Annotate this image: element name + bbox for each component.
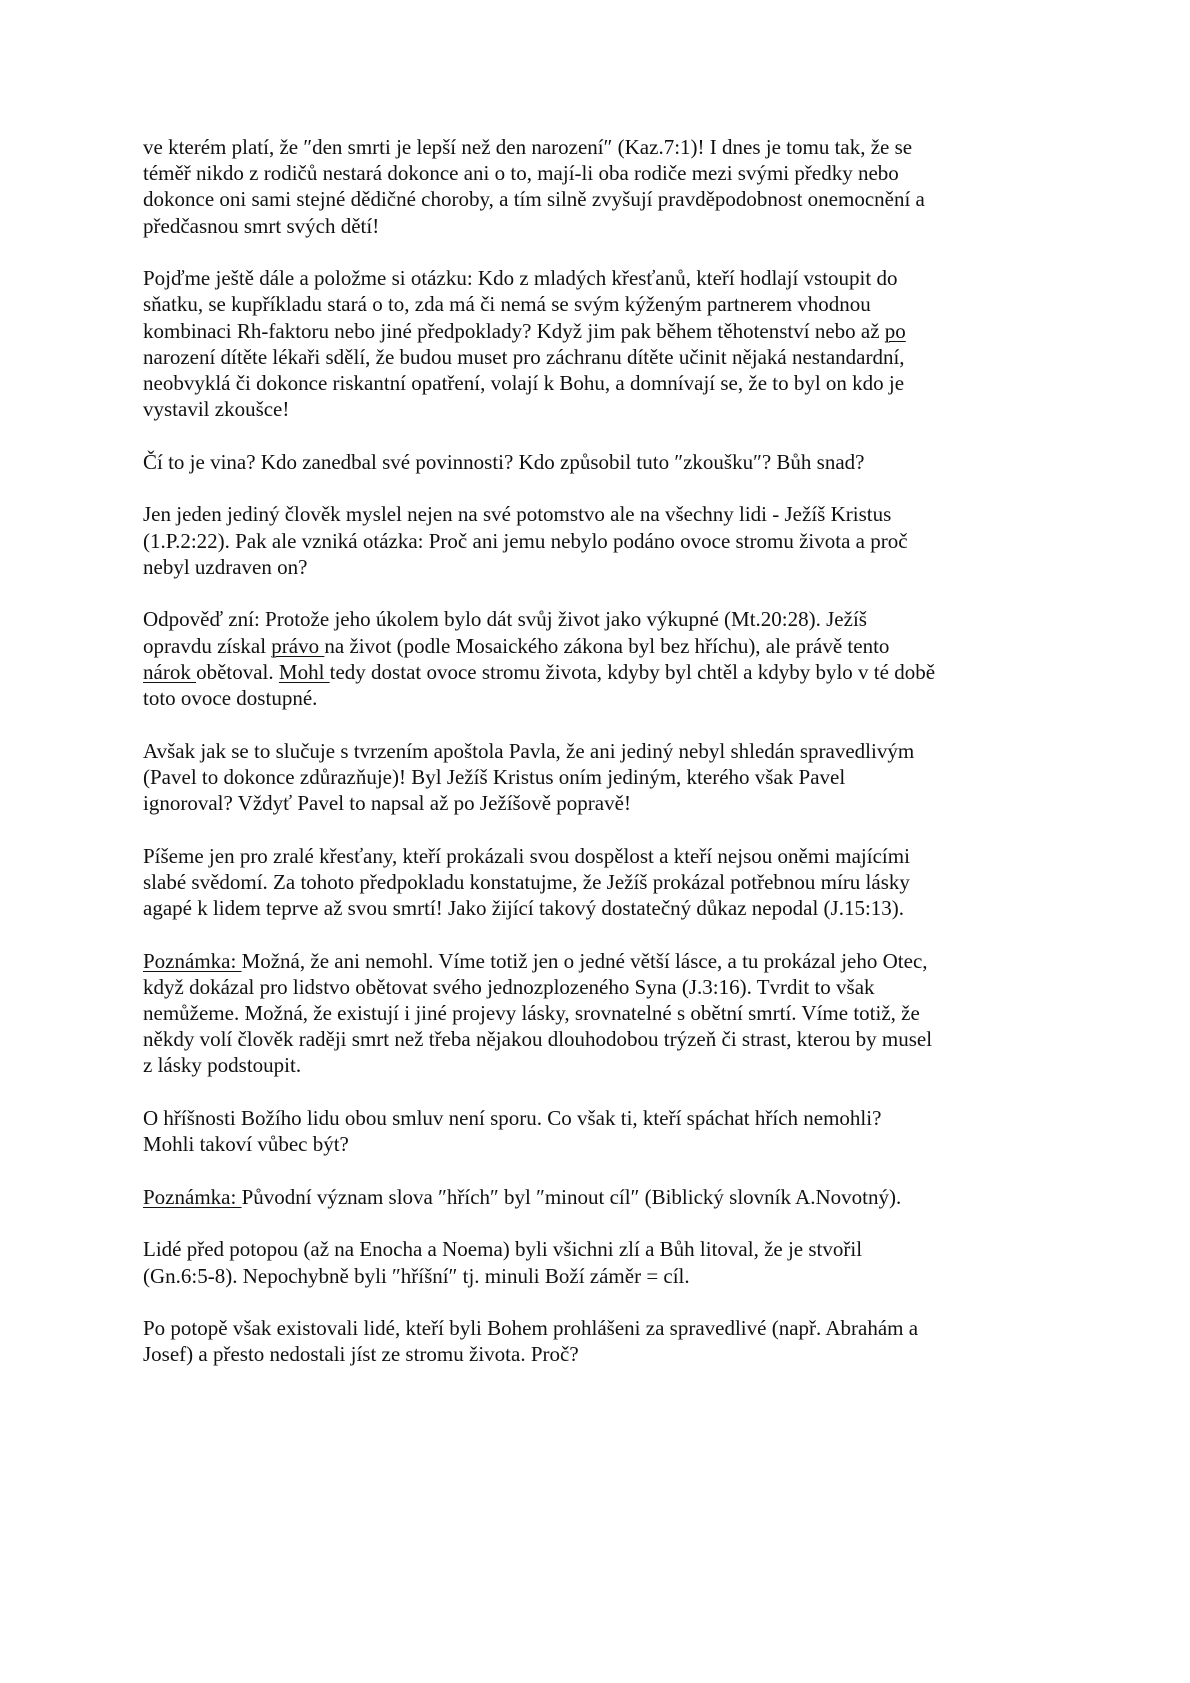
text-line [143,449,1063,475]
paragraph [143,1236,1063,1288]
paragraph [143,948,1063,1079]
paragraph [143,134,1063,239]
text-line [143,134,1063,160]
text-segment: dokonce oni sami stejné dědičné choroby, a tím silně zvyšují pravděpodobnost onemocnění a [143,187,925,212]
text-segment: Čí to je vina? Kdo zanedbal své povinnosti? Kdo způsobil tuto ″zkoušku″? Bůh snad? [143,449,865,474]
text-line [143,1184,1063,1210]
paragraph [143,449,1063,475]
paragraph [143,501,1063,580]
text-line [143,1052,1063,1078]
text-segment: narození dítěte lékaři sdělí, že budou muset pro záchranu dítěte učinit nějaká nestandardní, [143,344,905,369]
text-segment: někdy volí člověk raději smrt než třeba nějakou dlouhodobou trýzeň či strast, kterou by musel [143,1027,933,1052]
text-line [143,843,1063,869]
text-line [143,370,1063,396]
underlined-text: právo [271,633,325,658]
text-line [143,659,1063,685]
text-line [143,790,1063,816]
text-line [143,869,1063,895]
text-line [143,1236,1063,1262]
text-line [143,738,1063,764]
text-line [143,606,1063,632]
text-line [143,554,1063,580]
text-segment: Avšak jak se to slučuje s tvrzením apoštola Pavla, že ani jediný nebyl shledán spravedlivým [143,738,915,763]
text-segment: (1.P.2:22). Pak ale vzniká otázka: Proč ani jemu nebylo podáno ovoce stromu života a proč [143,528,908,553]
underlined-text: Poznámka: [143,1184,242,1209]
text-segment: O hříšnosti Božího lidu obou smluv není sporu. Co však ti, kteří spáchat hřích nemohli? [143,1106,882,1131]
text-segment: téměř nikdo z rodičů nestará dokonce ani o to, mají-li oba rodiče mezi svými předky nebo [143,161,899,186]
text-line [143,186,1063,212]
text-line [143,1105,1063,1131]
text-segment: tedy dostat ovoce stromu života, kdyby byl chtěl a kdyby bylo v té době [329,659,936,684]
text-segment: agapé k lidem teprve až svou smrtí! Jako žijící takový dostatečný důkaz nepodal (J.15:13). [143,896,905,921]
text-segment: Jen jeden jediný člověk myslel nejen na své potomstvo ale na všechny lidi - Ježíš Kristus [143,502,892,527]
text-line [143,213,1063,239]
paragraph [143,738,1063,817]
text-segment: Původní význam slova ″hřích″ byl ″minout cíl″ (Biblický slovník A.Novotný). [241,1184,902,1209]
text-segment: nemůžeme. Možná, že existují i jiné projevy lásky, srovnatelné s obětní smrtí. Víme totiž, že [143,1001,920,1026]
text-segment: nebyl uzdraven on? [143,554,308,579]
text-segment: když dokázal pro lidstvo obětovat svého jednozplozeného Syna (J.3:16). Tvrdit to však [143,974,875,999]
text-segment: ve kterém platí, že ″den smrti je lepší než den narození″ (Kaz.7:1)! I dnes je tomu tak, že se [143,135,913,159]
text-line [143,948,1063,974]
underlined-text: po [884,318,906,343]
text-segment: toto ovoce dostupné. [143,686,318,711]
underlined-text: Mohl [278,659,330,684]
text-segment: ignoroval? Vždyť Pavel to napsal až po Ježíšově popravě! [143,791,631,816]
text-line [143,1315,1063,1341]
paragraph [143,606,1063,711]
text-segment: (Gn.6:5-8). Nepochybně byli ″hříšní″ tj. minuli Boží záměr = cíl. [143,1263,690,1288]
text-line [143,528,1063,554]
paragraph [143,265,1063,422]
paragraph [143,1184,1063,1210]
text-line [143,160,1063,186]
document-body [143,134,1063,1394]
text-segment: Lidé před potopou (až na Enocha a Noema) byli všichni zlí a Bůh litoval, že je stvořil [143,1237,863,1262]
text-line [143,501,1063,527]
text-line [143,318,1063,344]
text-segment: neobvyklá či dokonce riskantní opatření, volají k Bohu, a domnívají se, že to byl on kdo je [143,371,905,396]
text-segment: z lásky podstoupit. [143,1053,302,1078]
text-segment: na život (podle Mosaického zákona byl bez hříchu), ale právě tento [324,633,890,658]
text-line [143,1000,1063,1026]
text-segment: opravdu získal [143,633,272,658]
text-segment: předčasnou smrt svých dětí! [143,213,380,238]
text-segment: sňatku, se kupříkladu stará o to, zda má či nemá se svým kýženým partnerem vhodnou [143,292,871,317]
text-segment: Mohli takoví vůbec být? [143,1132,349,1157]
text-segment: slabé svědomí. Za tohoto předpokladu konstatujme, že Ježíš prokázal potřebnou míru lásky [143,869,910,894]
paragraph [143,843,1063,922]
text-line [143,1263,1063,1289]
paragraph [143,1315,1063,1367]
text-line [143,974,1063,1000]
text-line [143,895,1063,921]
text-segment: Možná, že ani nemohl. Víme totiž jen o jedné větší lásce, a tu prokázal jeho Otec, [241,948,928,973]
text-segment: Josef) a přesto nedostali jíst ze stromu života. Proč? [143,1342,579,1367]
text-line [143,1026,1063,1052]
text-line [143,1131,1063,1157]
underlined-text: nárok [143,659,197,684]
text-line [143,633,1063,659]
text-segment: kombinaci Rh-faktoru nebo jiné předpoklady? Když jim pak během těhotenství nebo až [143,318,885,343]
paragraph [143,1105,1063,1157]
text-segment: (Pavel to dokonce zdůrazňuje)! Byl Ježíš Kristus oním jediným, kterého však Pavel [143,764,846,789]
text-segment: Po potopě však existovali lidé, kteří byli Bohem prohlášeni za spravedlivé (např. Abrahám a [143,1316,919,1341]
text-segment: Píšeme jen pro zralé křesťany, kteří prokázali svou dospělost a kteří nejsou oněmi majícími [143,843,910,868]
text-segment: vystavil zkoušce! [143,397,290,422]
text-line [143,265,1063,291]
text-line [143,1341,1063,1367]
text-line [143,685,1063,711]
text-line [143,291,1063,317]
text-segment: Odpověď zní: Protože jeho úkolem bylo dát svůj život jako výkupné (Mt.20:28). Ježíš [143,607,867,632]
text-line [143,396,1063,422]
underlined-text: Poznámka: [143,948,242,973]
text-line [143,764,1063,790]
text-line [143,344,1063,370]
text-segment: obětoval. [196,659,279,684]
text-segment: Pojďme ještě dále a položme si otázku: Kdo z mladých křesťanů, kteří hodlají vstoupit do [143,266,898,291]
